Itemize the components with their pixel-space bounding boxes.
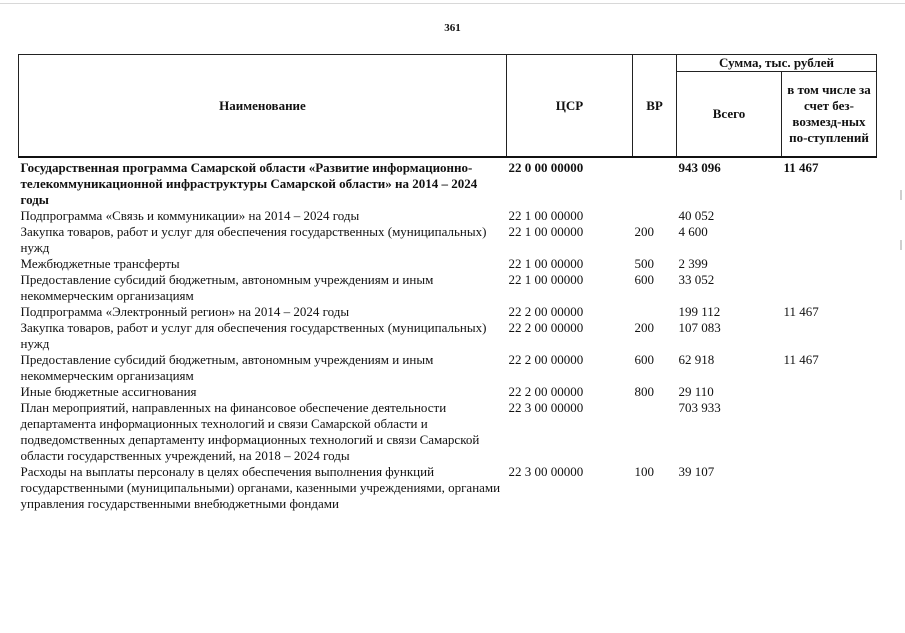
row-vr: [633, 304, 677, 320]
scan-edge-mark: [900, 190, 902, 200]
header-total: Всего: [677, 72, 782, 158]
row-csr: 22 2 00 00000: [508, 384, 584, 399]
table-row: [19, 400, 877, 464]
row-name: Расходы на выплаты персоналу в целях обеспечения выполнения функций государственными (муниципальными) органами, казенными учреждениями, органами управления государственными внебюджетными фондами: [20, 464, 501, 511]
row-total: 943 096: [678, 160, 721, 175]
row-free: [782, 272, 877, 304]
row-csr: 22 1 00 00000: [508, 272, 584, 287]
row-vr: [633, 208, 677, 224]
header-vr: ВР: [633, 55, 677, 158]
row-vr: 100: [634, 464, 654, 479]
table-body: [19, 157, 877, 512]
row-csr: 22 1 00 00000: [508, 224, 584, 239]
row-csr: 22 1 00 00000: [508, 256, 584, 271]
row-csr: 22 1 00 00000: [508, 208, 584, 223]
header-sum: Сумма, тыс. рублей: [677, 55, 877, 72]
row-free: [782, 256, 877, 272]
scan-edge-mark: [900, 240, 902, 250]
row-csr: 22 2 00 00000: [508, 320, 584, 335]
row-free: [782, 400, 877, 464]
row-total: 4 600: [678, 224, 708, 239]
header-name: Наименование: [19, 55, 507, 158]
row-free: 11 467: [783, 304, 819, 319]
row-name: План мероприятий, направленных на финансовое обеспечение деятельности департамента информационных технологий и связи Самарской области и подведомственных департаменту информационных технологий и связи Самарской области государственных учреждений, на 2018 – 2024 годы: [20, 400, 480, 463]
budget-table: [18, 54, 877, 512]
table-row: [19, 272, 877, 304]
row-free: 11 467: [783, 352, 819, 367]
row-name: Подпрограмма «Электронный регион» на 2014 – 2024 годы: [20, 304, 350, 319]
table-header: [19, 55, 877, 158]
header-free: в том числе за счет без-возмезд-ных по-ступлений: [782, 72, 877, 158]
row-name: Закупка товаров, работ и услуг для обеспечения государственных (муниципальных) нужд: [20, 224, 487, 255]
row-csr: 22 3 00 00000: [508, 400, 584, 415]
row-free: [782, 224, 877, 256]
row-vr: 200: [634, 320, 654, 335]
row-total: 29 110: [678, 384, 714, 399]
row-total: 703 933: [678, 400, 721, 415]
row-csr: 22 2 00 00000: [508, 304, 584, 319]
row-vr: 600: [634, 352, 654, 367]
row-name: Межбюджетные трансферты: [20, 256, 180, 271]
row-free: [782, 208, 877, 224]
row-name: Предоставление субсидий бюджетным, автономным учреждениям и иным некоммерческим организациям: [20, 272, 434, 303]
row-vr: 200: [634, 224, 654, 239]
row-total: 199 112: [678, 304, 721, 319]
table-row: [19, 384, 877, 400]
row-name: Государственная программа Самарской области «Развитие информационно-телекоммуникационной инфраструктуры Самарской области» на 2014 – 2024 годы: [20, 160, 478, 207]
page-number: 361: [444, 22, 461, 34]
row-name: Закупка товаров, работ и услуг для обеспечения государственных (муниципальных) нужд: [20, 320, 487, 351]
row-free: [782, 384, 877, 400]
row-vr: [633, 157, 677, 208]
row-total: 39 107: [678, 464, 715, 479]
row-total: 40 052: [678, 208, 715, 223]
table-row: [19, 157, 877, 208]
row-name: Иные бюджетные ассигнования: [20, 384, 197, 399]
header-csr: ЦСР: [507, 55, 633, 158]
table-row: [19, 352, 877, 384]
row-free: 11 467: [783, 160, 819, 175]
table-row: [19, 208, 877, 224]
scan-top-edge: [0, 3, 905, 4]
table-row: [19, 320, 877, 352]
row-name: Подпрограмма «Связь и коммуникации» на 2014 – 2024 годы: [20, 208, 360, 223]
row-vr: 500: [634, 256, 654, 271]
row-csr: 22 0 00 00000: [508, 160, 584, 175]
table-row: [19, 224, 877, 256]
row-free: [782, 464, 877, 512]
row-vr: [633, 400, 677, 464]
row-free: [782, 320, 877, 352]
row-total: 62 918: [678, 352, 715, 367]
row-total: 107 083: [678, 320, 721, 335]
row-total: 33 052: [678, 272, 715, 287]
row-total: 2 399: [678, 256, 708, 271]
row-vr: 800: [634, 384, 654, 399]
row-csr: 22 2 00 00000: [508, 352, 584, 367]
row-csr: 22 3 00 00000: [508, 464, 584, 479]
table-row: [19, 304, 877, 320]
row-name: Предоставление субсидий бюджетным, автономным учреждениям и иным некоммерческим организациям: [20, 352, 434, 383]
table-row: [19, 464, 877, 512]
row-vr: 600: [634, 272, 654, 287]
table-row: [19, 256, 877, 272]
